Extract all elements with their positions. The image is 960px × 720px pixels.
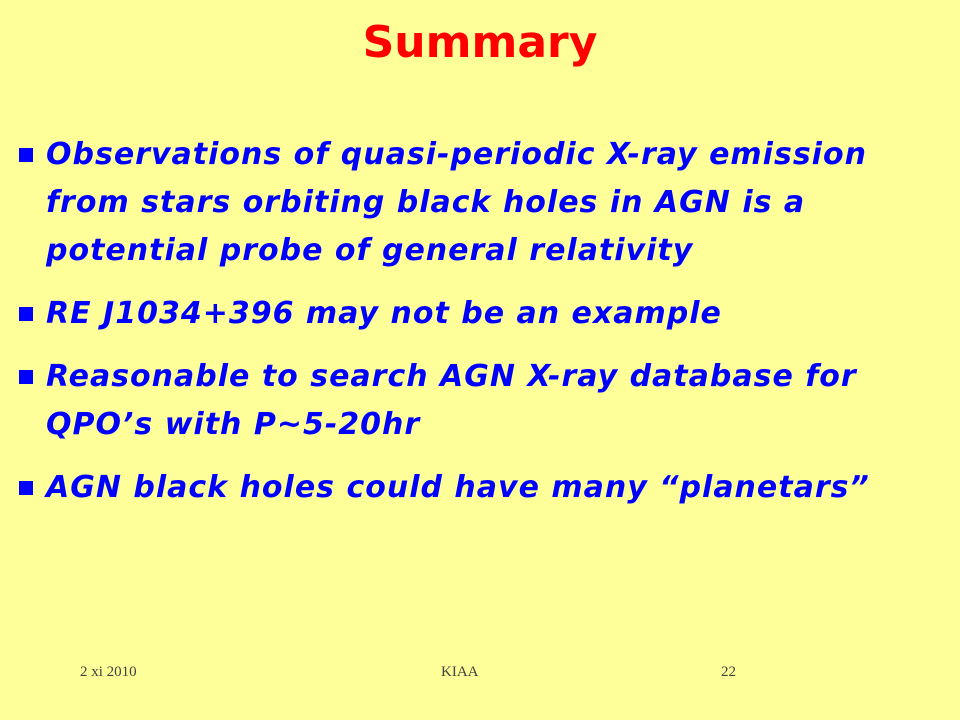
bullet-list [16, 131, 946, 527]
square-bullet-icon [19, 481, 33, 495]
slide-title: Summary [362, 17, 598, 68]
bullet-item [16, 464, 946, 512]
footer-page-number: 22 [721, 664, 736, 680]
square-bullet-icon [19, 148, 33, 162]
footer-date: 2 xi 2010 [80, 664, 137, 680]
bullet-text: RE J1034+396 may not be an example [46, 296, 722, 331]
bullet-item [16, 131, 946, 275]
bullet-item [16, 290, 946, 338]
bullet-text: Reasonable to search AGN X-ray database for QPO’s with P~5-20hr [46, 359, 857, 442]
square-bullet-icon [19, 370, 33, 384]
bullet-item [16, 353, 946, 449]
bullet-text: Observations of quasi-periodic X-ray emission from stars orbiting black holes in AGN is a potential probe of general relativity [46, 137, 867, 268]
bullet-text: AGN black holes could have many “planetars” [46, 470, 870, 505]
square-bullet-icon [19, 307, 33, 321]
footer-center-text: KIAA [441, 664, 479, 680]
